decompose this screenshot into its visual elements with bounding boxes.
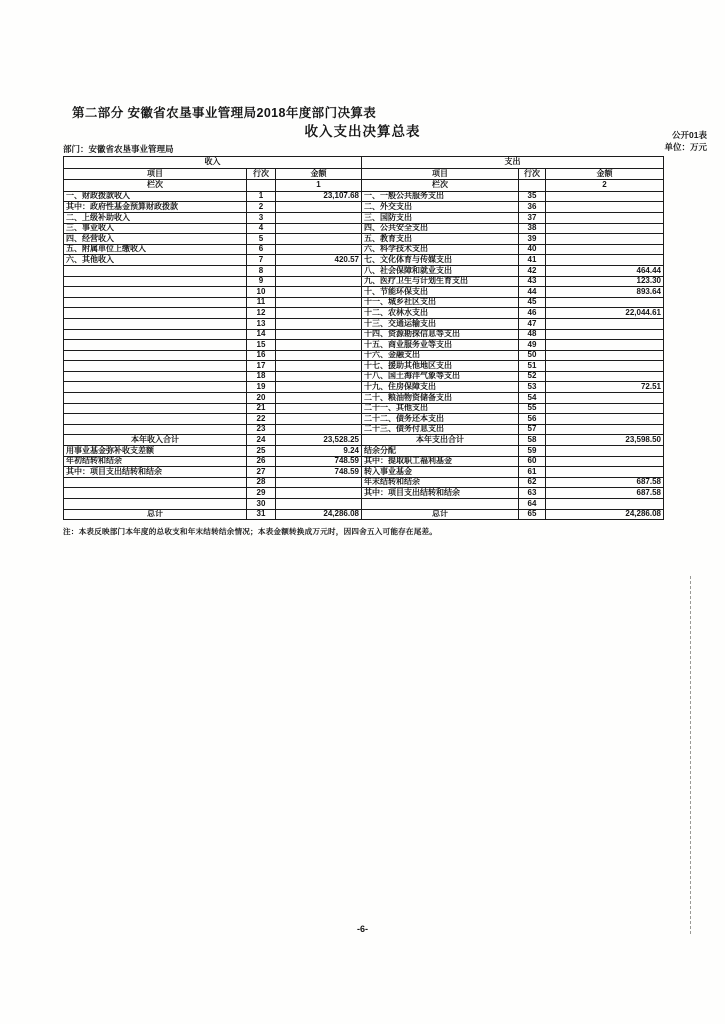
income-item-cell: 用事业基金弥补收支差额 [64,446,247,457]
income-item-cell [64,287,247,298]
income-item-cell [64,382,247,393]
income-line-cell: 5 [247,234,276,245]
table-row [64,255,664,266]
income-item-cell: 总计 [64,509,247,520]
expense-amount-cell [546,255,664,266]
income-line-cell: 25 [247,446,276,457]
income-amount-cell [276,212,362,223]
expense-line-cell: 57 [519,424,546,435]
income-item-cell [64,297,247,308]
income-line-cell: 15 [247,340,276,351]
table-row [64,403,664,414]
expense-line-cell: 62 [519,477,546,488]
income-item-cell [64,361,247,372]
expense-line-cell: 48 [519,329,546,340]
expense-item-cell: 十八、国土海洋气象等支出 [362,371,519,382]
table-row [64,371,664,382]
table-row [64,212,664,223]
income-item-cell [64,403,247,414]
table-row [64,467,664,478]
income-line-cell: 17 [247,361,276,372]
income-item-cell: 三、事业收入 [64,223,247,234]
expense-amount-cell [546,350,664,361]
income-line-cell: 21 [247,403,276,414]
section-title: 第二部分 安徽省农垦事业管理局2018年度部门决算表 [72,106,377,120]
expense-amount-cell [546,223,664,234]
income-lanci-label: 栏次 [64,180,247,192]
income-line-cell: 19 [247,382,276,393]
expense-line-cell: 45 [519,297,546,308]
expense-item-cell: 五、教育支出 [362,234,519,245]
income-line-cell: 9 [247,276,276,287]
expense-amount-cell [546,318,664,329]
table-row [64,499,664,510]
income-amount-cell [276,340,362,351]
table-row [64,435,664,446]
income-line-cell: 1 [247,191,276,202]
expense-amount-cell [546,371,664,382]
table-row [64,244,664,255]
page-number: -6- [357,924,368,934]
income-item-cell [64,488,247,499]
income-item-cell: 其中：政府性基金预算财政拨款 [64,202,247,213]
income-item-cell: 其中：项目支出结转和结余 [64,467,247,478]
income-amount-cell [276,393,362,404]
expense-item-cell: 结余分配 [362,446,519,457]
footnote: 注：本表反映部门本年度的总收支和年末结转结余情况；本表金额转换成万元时，因四舍五入可能存在尾差。 [63,527,438,536]
expense-item-cell: 六、科学技术支出 [362,244,519,255]
income-amount-cell: 23,107.68 [276,191,362,202]
table-row [64,414,664,425]
expense-line-cell: 58 [519,435,546,446]
income-line-cell: 12 [247,308,276,319]
income-item-cell [64,308,247,319]
income-amount-cell [276,202,362,213]
income-line-cell: 29 [247,488,276,499]
income-amount-cell [276,488,362,499]
expense-item-cell: 二十三、债务付息支出 [362,424,519,435]
expense-line-cell: 41 [519,255,546,266]
income-line-cell: 31 [247,509,276,520]
table-row [64,234,664,245]
expense-line-cell: 54 [519,393,546,404]
income-amount-cell [276,223,362,234]
income-amount-cell: 748.59 [276,467,362,478]
table-title: 收入支出决算总表 [304,124,421,139]
income-amount-cell [276,350,362,361]
income-amount-cell [276,361,362,372]
income-item-cell: 一、财政拨款收入 [64,191,247,202]
expense-line-cell: 65 [519,509,546,520]
income-amount-cell [276,234,362,245]
expense-item-cell [362,499,519,510]
income-item-cell [64,329,247,340]
expense-line-cell: 53 [519,382,546,393]
income-item-cell [64,265,247,276]
income-item-cell [64,414,247,425]
income-item-cell: 六、其他收入 [64,255,247,266]
income-item-header: 项目 [64,168,247,180]
expense-item-cell: 其中：提取职工福利基金 [362,456,519,467]
income-amount-cell: 9.24 [276,446,362,457]
table-row [64,318,664,329]
income-line-cell: 24 [247,435,276,446]
expense-item-cell: 八、社会保障和就业支出 [362,265,519,276]
expense-item-cell: 十二、农林水支出 [362,308,519,319]
income-line-cell: 3 [247,212,276,223]
table-row [64,382,664,393]
expense-amount-cell: 24,286.08 [546,509,664,520]
income-amount-cell [276,403,362,414]
expense-item-cell: 三、国防支出 [362,212,519,223]
table-row [64,276,664,287]
expense-amount-cell: 22,044.61 [546,308,664,319]
expense-amount-cell: 893.64 [546,287,664,298]
expense-amount-cell [546,202,664,213]
expense-amount-cell: 687.58 [546,477,664,488]
table-body [64,191,664,519]
expense-line-cell: 36 [519,202,546,213]
expense-line-cell: 47 [519,318,546,329]
expense-item-cell: 二、外交支出 [362,202,519,213]
expense-amount-cell: 23,598.50 [546,435,664,446]
expense-line-cell: 49 [519,340,546,351]
expense-lanci-blank [519,180,546,192]
expense-amount-cell [546,456,664,467]
expense-column-index: 2 [546,180,664,192]
expense-amount-cell [546,361,664,372]
expense-amount-cell: 72.51 [546,382,664,393]
expense-amount-cell [546,414,664,425]
expense-item-cell: 十六、金融支出 [362,350,519,361]
income-line-cell: 6 [247,244,276,255]
expense-item-cell: 四、公共安全支出 [362,223,519,234]
income-item-cell: 本年收入合计 [64,435,247,446]
expense-item-cell: 其中：项目支出结转和结余 [362,488,519,499]
expense-lanci-label: 栏次 [362,180,519,192]
expense-section-header: 支出 [362,157,664,169]
expense-line-cell: 40 [519,244,546,255]
table-row [64,393,664,404]
income-line-cell: 20 [247,393,276,404]
income-amount-cell [276,329,362,340]
table-row [64,424,664,435]
income-amount-cell: 23,528.25 [276,435,362,446]
expense-amount-cell [546,244,664,255]
expense-amount-cell [546,393,664,404]
expense-item-cell: 十五、商业服务业等支出 [362,340,519,351]
income-line-cell: 4 [247,223,276,234]
income-line-cell: 7 [247,255,276,266]
expense-amount-cell [546,234,664,245]
income-line-cell: 11 [247,297,276,308]
table-row [64,329,664,340]
income-line-header: 行次 [247,168,276,180]
expense-item-cell: 转入事业基金 [362,467,519,478]
form-code-label: 公开01表 [672,130,707,140]
expense-line-cell: 37 [519,212,546,223]
income-section-header: 收入 [64,157,362,169]
expense-amount-cell [546,191,664,202]
expense-line-cell: 63 [519,488,546,499]
expense-amount-cell [546,467,664,478]
income-amount-cell [276,424,362,435]
scan-artifact-dashed-line [690,576,691,934]
expense-amount-cell [546,297,664,308]
expense-amount-header: 金额 [546,168,664,180]
expense-amount-cell: 123.30 [546,276,664,287]
income-amount-cell [276,308,362,319]
expense-line-header: 行次 [519,168,546,180]
income-line-cell: 2 [247,202,276,213]
income-line-cell: 27 [247,467,276,478]
expense-line-cell: 42 [519,265,546,276]
expense-amount-cell [546,403,664,414]
income-amount-cell [276,499,362,510]
table-row [64,350,664,361]
expense-line-cell: 51 [519,361,546,372]
income-item-cell [64,318,247,329]
income-item-cell [64,371,247,382]
table-row [64,202,664,213]
summary-table [63,156,664,520]
income-amount-cell: 24,286.08 [276,509,362,520]
income-item-cell: 四、经营收入 [64,234,247,245]
expense-item-cell: 十九、住房保障支出 [362,382,519,393]
expense-line-cell: 35 [519,191,546,202]
table-row [64,297,664,308]
column-index-row [64,180,664,192]
expense-line-cell: 52 [519,371,546,382]
income-line-cell: 23 [247,424,276,435]
table-row [64,340,664,351]
income-amount-header: 金额 [276,168,362,180]
income-item-cell [64,477,247,488]
expense-amount-cell [546,446,664,457]
expense-line-cell: 44 [519,287,546,298]
expense-line-cell: 60 [519,456,546,467]
expense-amount-cell [546,329,664,340]
table-row [64,287,664,298]
expense-amount-cell [546,424,664,435]
expense-amount-cell: 464.44 [546,265,664,276]
income-amount-cell [276,477,362,488]
table-row [64,446,664,457]
income-item-cell [64,424,247,435]
income-amount-cell [276,297,362,308]
expense-item-cell: 二十、粮油物资储备支出 [362,393,519,404]
income-amount-cell [276,265,362,276]
income-line-cell: 22 [247,414,276,425]
expense-item-cell: 二十二、债务还本支出 [362,414,519,425]
table-row [64,361,664,372]
expense-line-cell: 38 [519,223,546,234]
expense-item-cell: 一、一般公共服务支出 [362,191,519,202]
table-row [64,191,664,202]
department-label: 部门：安徽省农垦事业管理局 [63,144,174,154]
income-lanci-blank [247,180,276,192]
income-item-cell [64,499,247,510]
income-amount-cell [276,371,362,382]
expense-line-cell: 46 [519,308,546,319]
income-amount-cell: 420.57 [276,255,362,266]
income-line-cell: 13 [247,318,276,329]
expense-item-cell: 十一、城乡社区支出 [362,297,519,308]
expense-item-cell: 十七、援助其他地区支出 [362,361,519,372]
income-line-cell: 18 [247,371,276,382]
expense-item-cell: 二十一、其他支出 [362,403,519,414]
expense-item-cell: 九、医疗卫生与计划生育支出 [362,276,519,287]
expense-line-cell: 59 [519,446,546,457]
expense-amount-cell [546,499,664,510]
table-row [64,265,664,276]
income-amount-cell [276,244,362,255]
section-header-row [64,157,664,169]
expense-line-cell: 64 [519,499,546,510]
expense-line-cell: 50 [519,350,546,361]
income-amount-cell [276,276,362,287]
expense-item-header: 项目 [362,168,519,180]
table-row [64,509,664,520]
income-item-cell [64,340,247,351]
income-line-cell: 30 [247,499,276,510]
table-row [64,477,664,488]
income-column-index: 1 [276,180,362,192]
income-line-cell: 14 [247,329,276,340]
income-amount-cell [276,318,362,329]
table-row [64,223,664,234]
expense-item-cell: 十四、资源勘探信息等支出 [362,329,519,340]
expense-line-cell: 43 [519,276,546,287]
income-amount-cell [276,414,362,425]
income-line-cell: 8 [247,265,276,276]
expense-item-cell: 十三、交通运输支出 [362,318,519,329]
expense-item-cell: 十、节能环保支出 [362,287,519,298]
income-line-cell: 16 [247,350,276,361]
income-amount-cell: 748.59 [276,456,362,467]
expense-line-cell: 55 [519,403,546,414]
expense-line-cell: 39 [519,234,546,245]
expense-item-cell: 年末结转和结余 [362,477,519,488]
unit-label: 单位：万元 [664,142,707,152]
income-amount-cell [276,382,362,393]
income-amount-cell [276,287,362,298]
income-item-cell: 年初结转和结余 [64,456,247,467]
income-item-cell: 二、上级补助收入 [64,212,247,223]
expense-amount-cell [546,212,664,223]
income-item-cell [64,276,247,287]
expense-amount-cell [546,340,664,351]
column-header-row [64,168,664,180]
expense-item-cell: 总计 [362,509,519,520]
expense-amount-cell: 687.58 [546,488,664,499]
income-line-cell: 10 [247,287,276,298]
expense-line-cell: 56 [519,414,546,425]
income-line-cell: 26 [247,456,276,467]
table-row [64,488,664,499]
table-row [64,308,664,319]
income-item-cell [64,350,247,361]
income-line-cell: 28 [247,477,276,488]
expense-item-cell: 七、文化体育与传媒支出 [362,255,519,266]
table-row [64,456,664,467]
income-item-cell: 五、附属单位上缴收入 [64,244,247,255]
income-item-cell [64,393,247,404]
expense-line-cell: 61 [519,467,546,478]
expense-item-cell: 本年支出合计 [362,435,519,446]
